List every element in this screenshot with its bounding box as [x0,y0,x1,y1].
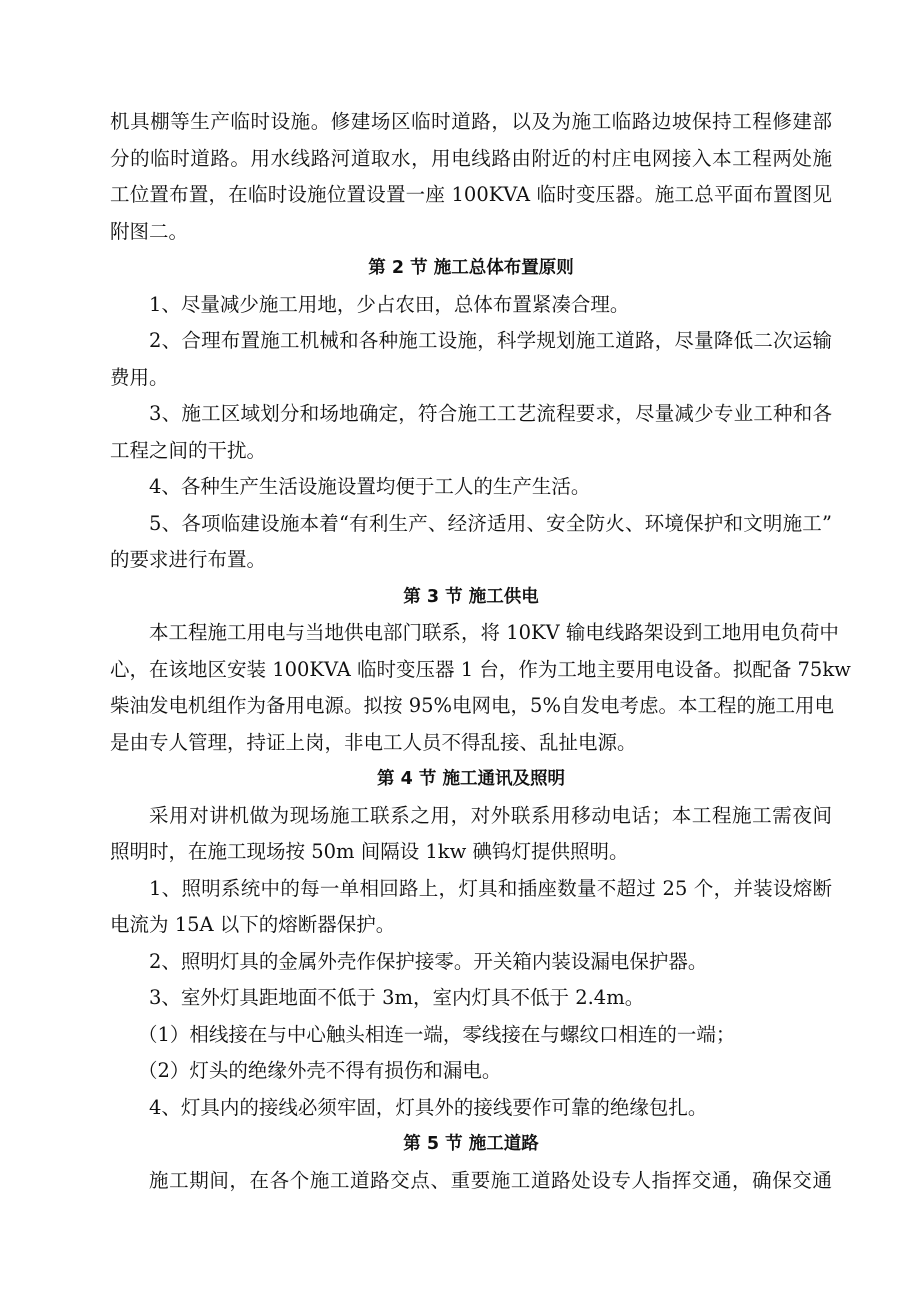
text-line: 柴油发电机组作为备用电源。拟按 95%电网电，5%自发电考虑。本工程的施工用电 [110,694,834,717]
text-line: 分的临时道路。用水线路河道取水，用电线路由附近的村庄电网接入本工程两处施 [110,146,832,170]
text-line: 本工程施工用电与当地供电部门联系，将 10KV 输电线路架设到工地用电负荷中 [149,621,839,644]
section-heading-5: 第 5 节 施工道路 [403,1134,539,1154]
list-item: 4、各种生产生活设施设置均便于工人的生产生活。 [149,475,591,498]
paragraph-site-facilities [110,104,832,250]
list-item: 5、各项临建设施本着“有利生产、经济适用、安全防火、环境保护和文明施工” [149,511,832,535]
text-line: 是由专人管理，持证上岗，非电工人员不得乱接、乱扯电源。 [110,730,637,754]
text-line: 电流为 15A 以下的熔断器保护。 [110,913,396,936]
section-body-2 [110,287,832,579]
text-line: 心，在该地区安装 100KVA 临时变压器 1 台，作为工地主要用电设备。拟配备 75kw [110,657,851,681]
list-item: 2、照明灯具的金属外壳作保护接零。开关箱内装设漏电保护器。 [149,949,708,973]
text-line: 工程之间的干扰。 [110,438,267,462]
text-line: 费用。 [110,365,169,389]
section-heading-2: 第 2 节 施工总体布置原则 [368,258,574,278]
list-item: 1、照明系统中的每一单相回路上，灯具和插座数量不超过 25 个，并装设熔断 [149,876,832,900]
list-item: 4、灯具内的接线必须牢固，灯具外的接线要作可靠的绝缘包扎。 [149,1095,708,1119]
section-body-4 [110,798,832,1127]
section-body-5 [110,1163,832,1200]
sub-list-item: （2）灯头的绝缘外壳不得有损伤和漏电。 [138,1059,502,1082]
text-line: 的要求进行布置。 [110,548,267,571]
text-line: 施工期间，在各个施工道路交点、重要施工道路处设专人指挥交通，确保交通 [149,1168,832,1192]
sub-list-item: （1）相线接在与中心触头相连一端，零线接在与螺纹口相连的一端； [138,1022,736,1046]
document-page [110,104,851,1199]
list-item: 2、合理布置施工机械和各种施工设施，科学规划施工道路，尽量降低二次运输 [149,329,832,352]
list-item: 1、尽量减少施工用地，少占农田，总体布置紧凑合理。 [149,292,630,316]
section-heading-4: 第 4 节 施工通讯及照明 [377,769,565,789]
text-line: 工位置布置，在临时设施位置设置一座 100KVA 临时变压器。施工总平面布置图见 [110,183,832,206]
text-line: 附图二。 [110,219,189,243]
text-line: 机具棚等生产临时设施。修建场区临时道路，以及为施工临路边坡保持工程修建部 [110,110,832,133]
text-line: 采用对讲机做为现场施工联系之用，对外联系用移动电话；本工程施工需夜间 [149,803,832,827]
list-item: 3、施工区域划分和场地确定，符合施工工艺流程要求，尽量减少专业工种和各 [149,402,832,425]
text-line: 照明时，在施工现场按 50m 间隔设 1kw 碘钨灯提供照明。 [110,840,629,863]
section-heading-3: 第 3 节 施工供电 [403,586,539,607]
section-body-3 [110,615,851,761]
list-item: 3、室外灯具距地面不低于 3m，室内灯具不低于 2.4m。 [149,986,645,1009]
